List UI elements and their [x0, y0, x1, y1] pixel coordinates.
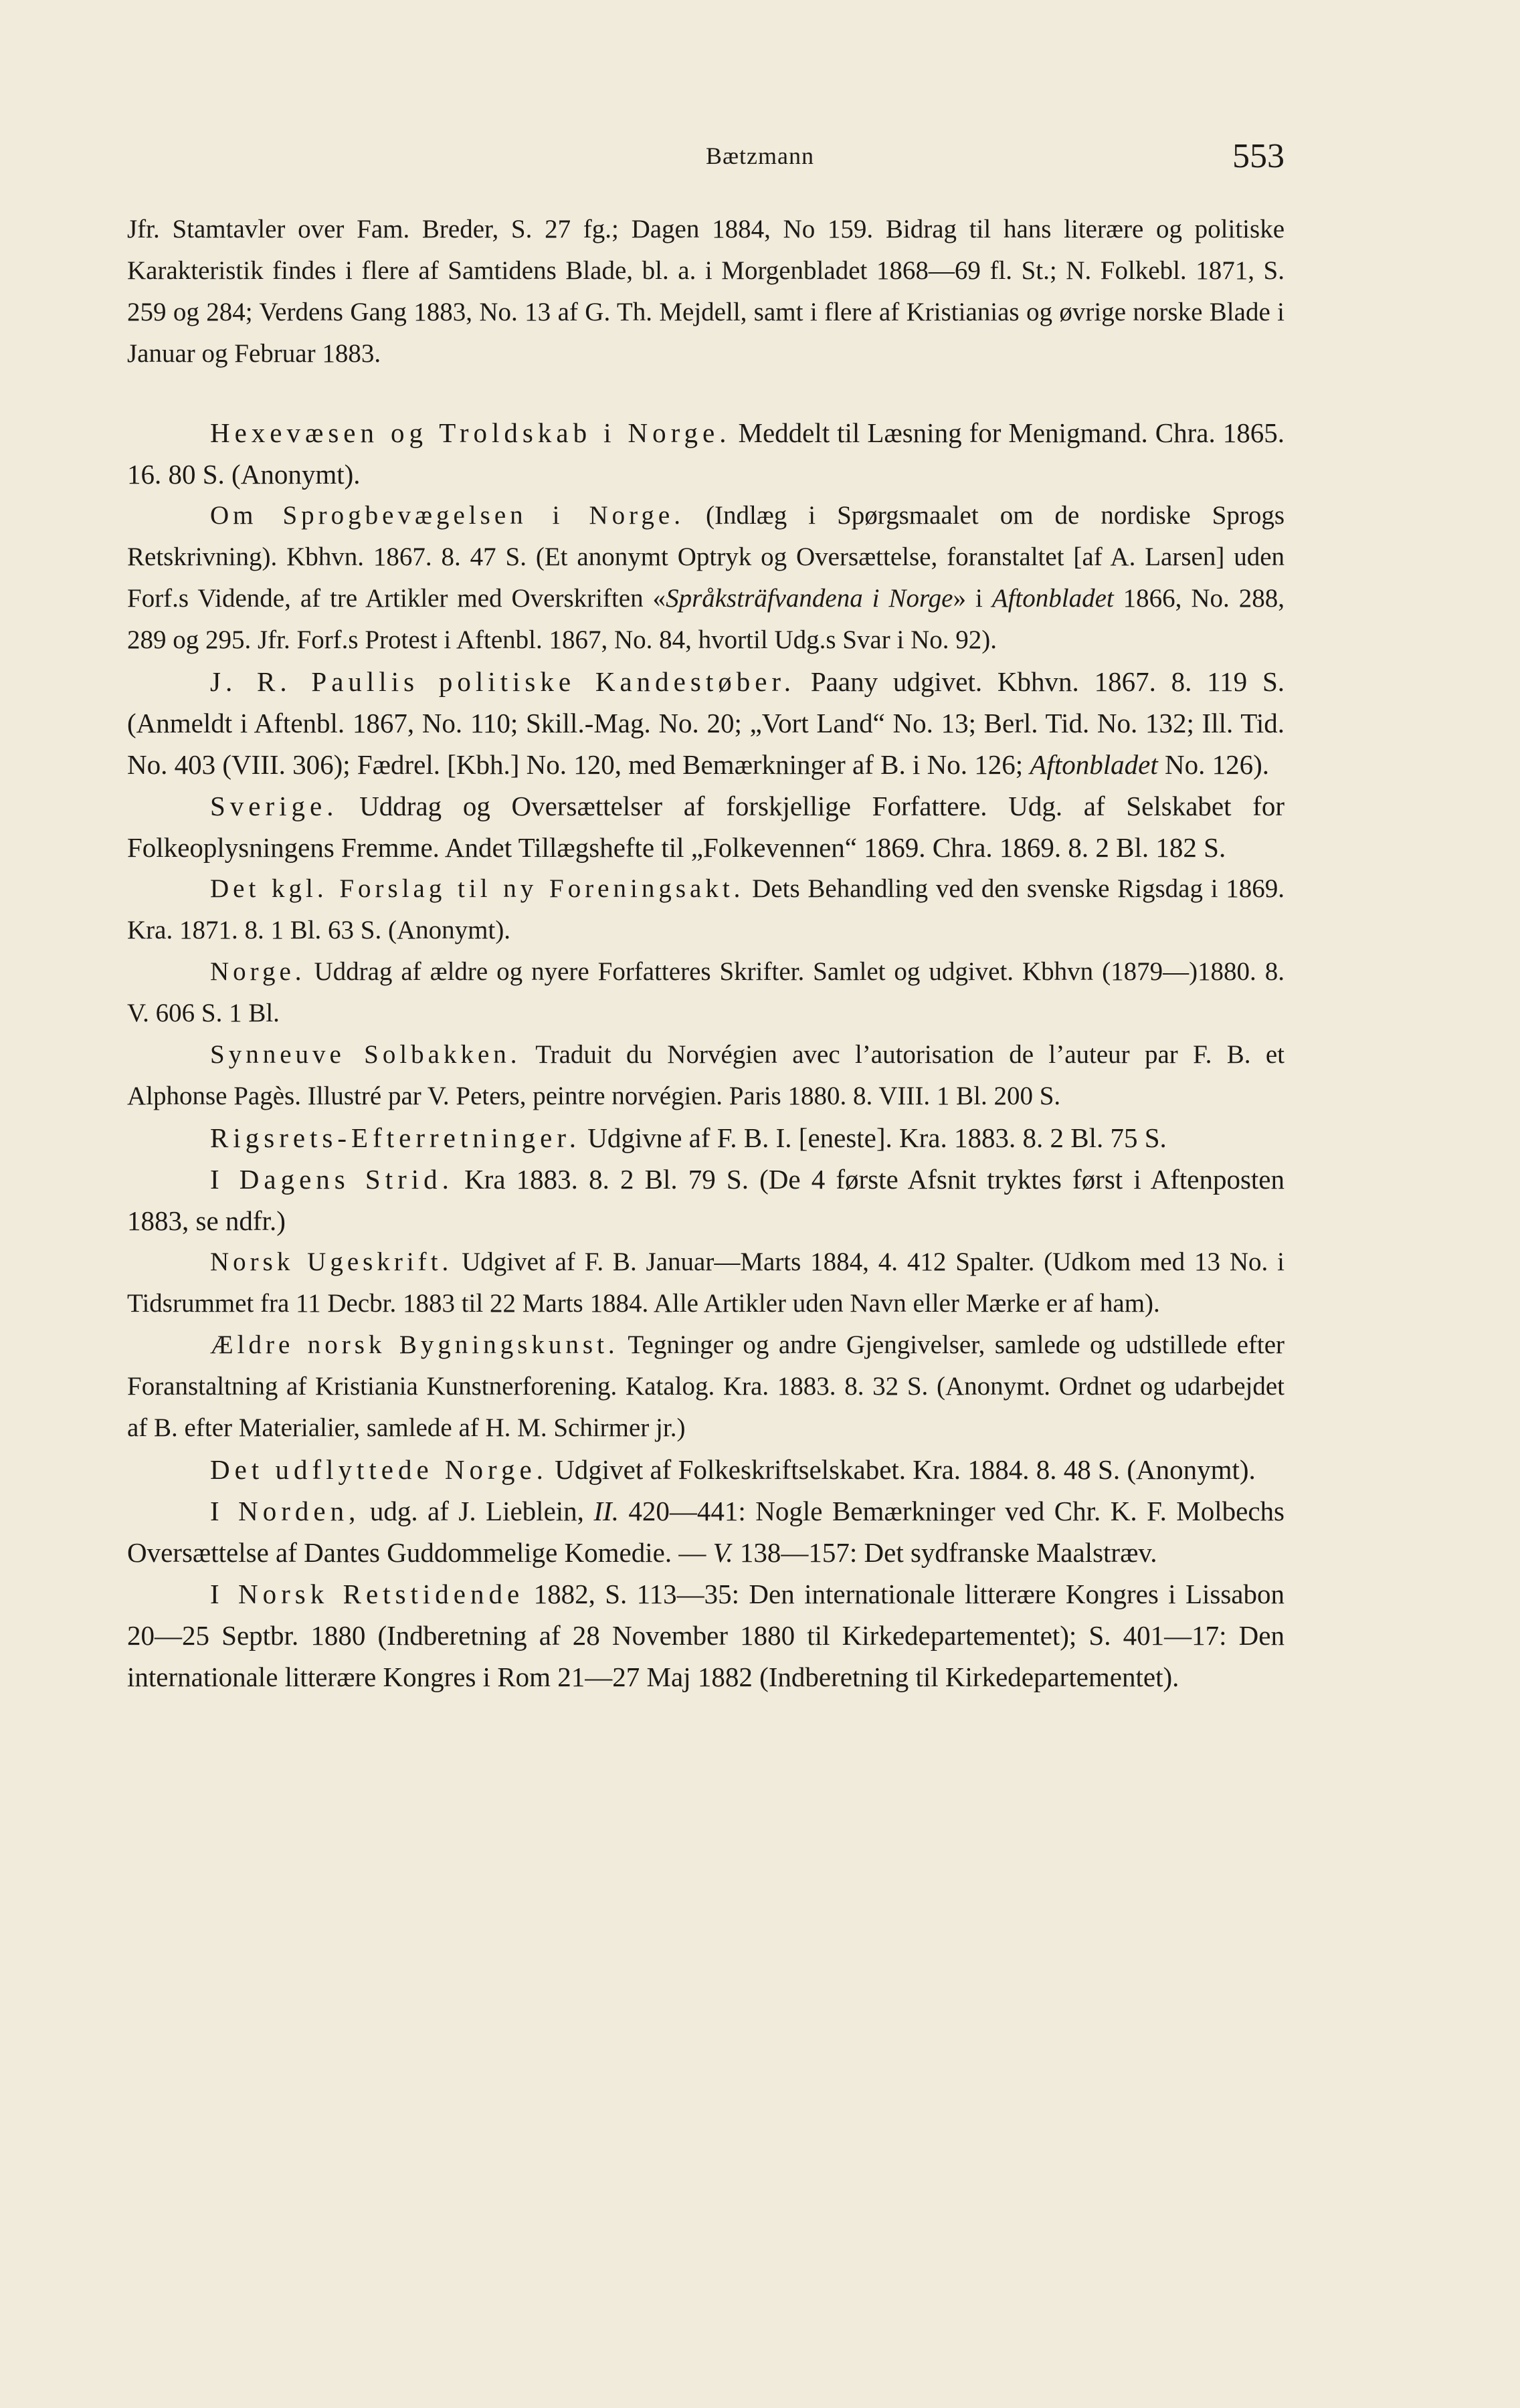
bibliography-entry — [127, 495, 1285, 661]
entry-text: » i — [953, 584, 992, 613]
entry-text: 1882, S. 113—35: Den internationale litterære Kongres i Lissabon 20—25 Septbr. 1880 (Indberetning af 28 November 1880 til Kirkedepartementet); S. 401—17: Den internationale litterære Kongres i Rom 21—27 Maj 1882 (Indberetning til Kirkedepartementet). — [127, 1579, 1285, 1692]
entry-text: Kra 1883. 8. 2 Bl. 79 S. (De 4 første Afsnit tryktes først i Aftenposten 1883, se ndfr.) — [127, 1164, 1285, 1236]
entry-italic-volume: V. — [712, 1537, 733, 1568]
entry-text: Traduit du Norvégien avec l’autorisation de l’auteur par F. B. et Alphonse Pagès. Illustré par V. Peters, peintre norvégien. Paris 1880. 8. VIII. 1 Bl. 200 S. — [127, 1040, 1285, 1110]
entry-text: Meddelt til Læsning for Menigmand. Chra. 1865. 16. 80 S. (Anonymt). — [127, 417, 1285, 490]
bibliography-entry — [127, 785, 1285, 868]
section-gap — [127, 375, 1285, 412]
entry-title: Om Sprogbevægelsen i Norge. — [210, 501, 684, 530]
entry-text: Uddrag og Oversættelser af forskjellige Forfattere. Udg. af Selskabet for Folkeoplysningens Fremme. Andet Tillægshefte til „Folkevennen“ 1869. Chra. 1869. 8. 2 Bl. 182 S. — [127, 791, 1285, 863]
entry-title: I Norsk Retstidende — [210, 1579, 525, 1609]
bibliography-entry — [127, 1241, 1285, 1324]
entry-title: I Norden, — [210, 1496, 361, 1526]
entry-italic-volume: II. — [593, 1496, 619, 1526]
entry-title: Det kgl. Forslag til ny Foreningsakt. — [210, 874, 745, 903]
entry-title: Norsk Ugeskrift. — [210, 1247, 453, 1276]
entry-title: Sverige. — [210, 791, 339, 821]
entry-italic-title: Aftonbladet — [1030, 749, 1158, 780]
entry-text: 138—157: Det sydfranske Maalstræv. — [733, 1537, 1157, 1568]
running-title: Bætzmann — [706, 142, 814, 169]
bibliography-text — [127, 209, 1285, 1698]
continuation-paragraph — [127, 209, 1285, 375]
entry-text: Udgivet af F. B. Januar—Marts 1884, 4. 412 Spalter. (Udkom med 13 No. i Tidsrummet fra 11 Decbr. 1883 til 22 Marts 1884. Alle Artikler uden Navn eller Mærke er af ham). — [127, 1247, 1285, 1318]
entry-text: Udgivet af Folkeskriftselskabet. Kra. 1884. 8. 48 S. (Anonymt). — [555, 1454, 1256, 1485]
entry-text: 420—441: Nogle Bemærkninger ved Chr. K. F. Molbechs Oversættelse af Dantes Guddommelige Komedie. — — [127, 1496, 1285, 1568]
bibliography-entry — [127, 1034, 1285, 1117]
entry-text: Uddrag af ældre og nyere Forfatteres Skrifter. Samlet og udgivet. Kbhvn (1879—)1880. 8. V. 606 S. 1 Bl. — [127, 957, 1285, 1027]
bibliography-entry — [127, 1159, 1285, 1241]
entry-text: udg. af J. Lieblein, — [369, 1496, 594, 1526]
bibliography-entry — [127, 868, 1285, 951]
bibliography-entry — [127, 1324, 1285, 1449]
entry-text: Tegninger og andre Gjengivelser, samlede og udstillede efter Foranstaltning af Kristiania Kunstnerforening. Katalog. Kra. 1883. 8. 32 S. (Anonymt. Ordnet og udarbejdet af B. efter Materialier, samlede af H. M. Schirmer jr.) — [127, 1330, 1285, 1442]
bibliography-entry — [127, 951, 1285, 1034]
bibliography-entry — [127, 661, 1285, 785]
entry-title: Det udflyttede Norge. — [210, 1454, 548, 1485]
entry-title: Hexevæsen og Troldskab i Norge. — [210, 417, 731, 448]
entry-italic-title: Språksträfvandena i Norge — [666, 584, 953, 613]
entry-text: Udgivne af F. B. I. [eneste]. Kra. 1883. 8. 2 Bl. 75 S. — [587, 1122, 1167, 1153]
entry-text: Jfr. Stamtavler over Fam. Breder, S. 27 fg.; Dagen 1884, No 159. Bidrag til hans literære og politiske Karakteristik findes i flere af Samtidens Blade, bl. a. i Morgenbladet 1868—69 fl. St.; N. Folkebl. 1871, S. 259 og 284; Verdens Gang 1883, No. 13 af G. Th. Mejdell, samt i flere af Kristianias og øvrige norske Blade i Januar og Februar 1883. — [127, 215, 1285, 368]
page-number: 553 — [1232, 137, 1285, 175]
entry-title: Rigsrets-Efterretninger. — [210, 1122, 581, 1153]
entry-text: (Indlæg i Spørgsmaalet om de nordiske Sprogs Retskrivning). Kbhvn. 1867. 8. 47 S. (Et anonymt Optryk og Oversættelse, foranstaltet [af A. Larsen] uden Forf.s Vidende, af tre Artikler med Overskriften « — [127, 501, 1285, 613]
entry-title: Norge. — [210, 957, 306, 986]
entry-title: Synneuve Solbakken. — [210, 1040, 521, 1069]
entry-text: Dets Behandling ved den svenske Rigsdag i 1869. Kra. 1871. 8. 1 Bl. 63 S. (Anonymt). — [127, 874, 1285, 944]
entry-title: Ældre norsk Bygningskunst. — [210, 1330, 619, 1359]
entry-title: I Dagens Strid. — [210, 1164, 454, 1195]
entry-text: 1866, No. 288, 289 og 295. Jfr. Forf.s Protest i Aftenbl. 1867, No. 84, hvortil Udg.s Svar i No. 92). — [127, 584, 1285, 654]
bibliography-entry — [127, 1490, 1285, 1573]
entry-text: No. 126). — [1157, 749, 1269, 780]
bibliography-entry — [127, 412, 1285, 495]
bibliography-entry — [127, 1573, 1285, 1698]
entry-title: J. R. Paullis politiske Kandestøber. — [210, 666, 796, 697]
bibliography-entry — [127, 1117, 1285, 1159]
entry-text: Paany udgivet. Kbhvn. 1867. 8. 119 S. (Anmeldt i Aftenbl. 1867, No. 110; Skill.-Mag. No. 20; „Vort Land“ No. 13; Berl. Tid. No. 132; Ill. Tid. No. 403 (VIII. 306); Fædrel. [Kbh.] No. 120, med Bemærkninger af B. i No. 126; — [127, 666, 1285, 780]
entry-italic-title: Aftonbladet — [991, 584, 1114, 613]
bibliography-entry — [127, 1449, 1285, 1490]
